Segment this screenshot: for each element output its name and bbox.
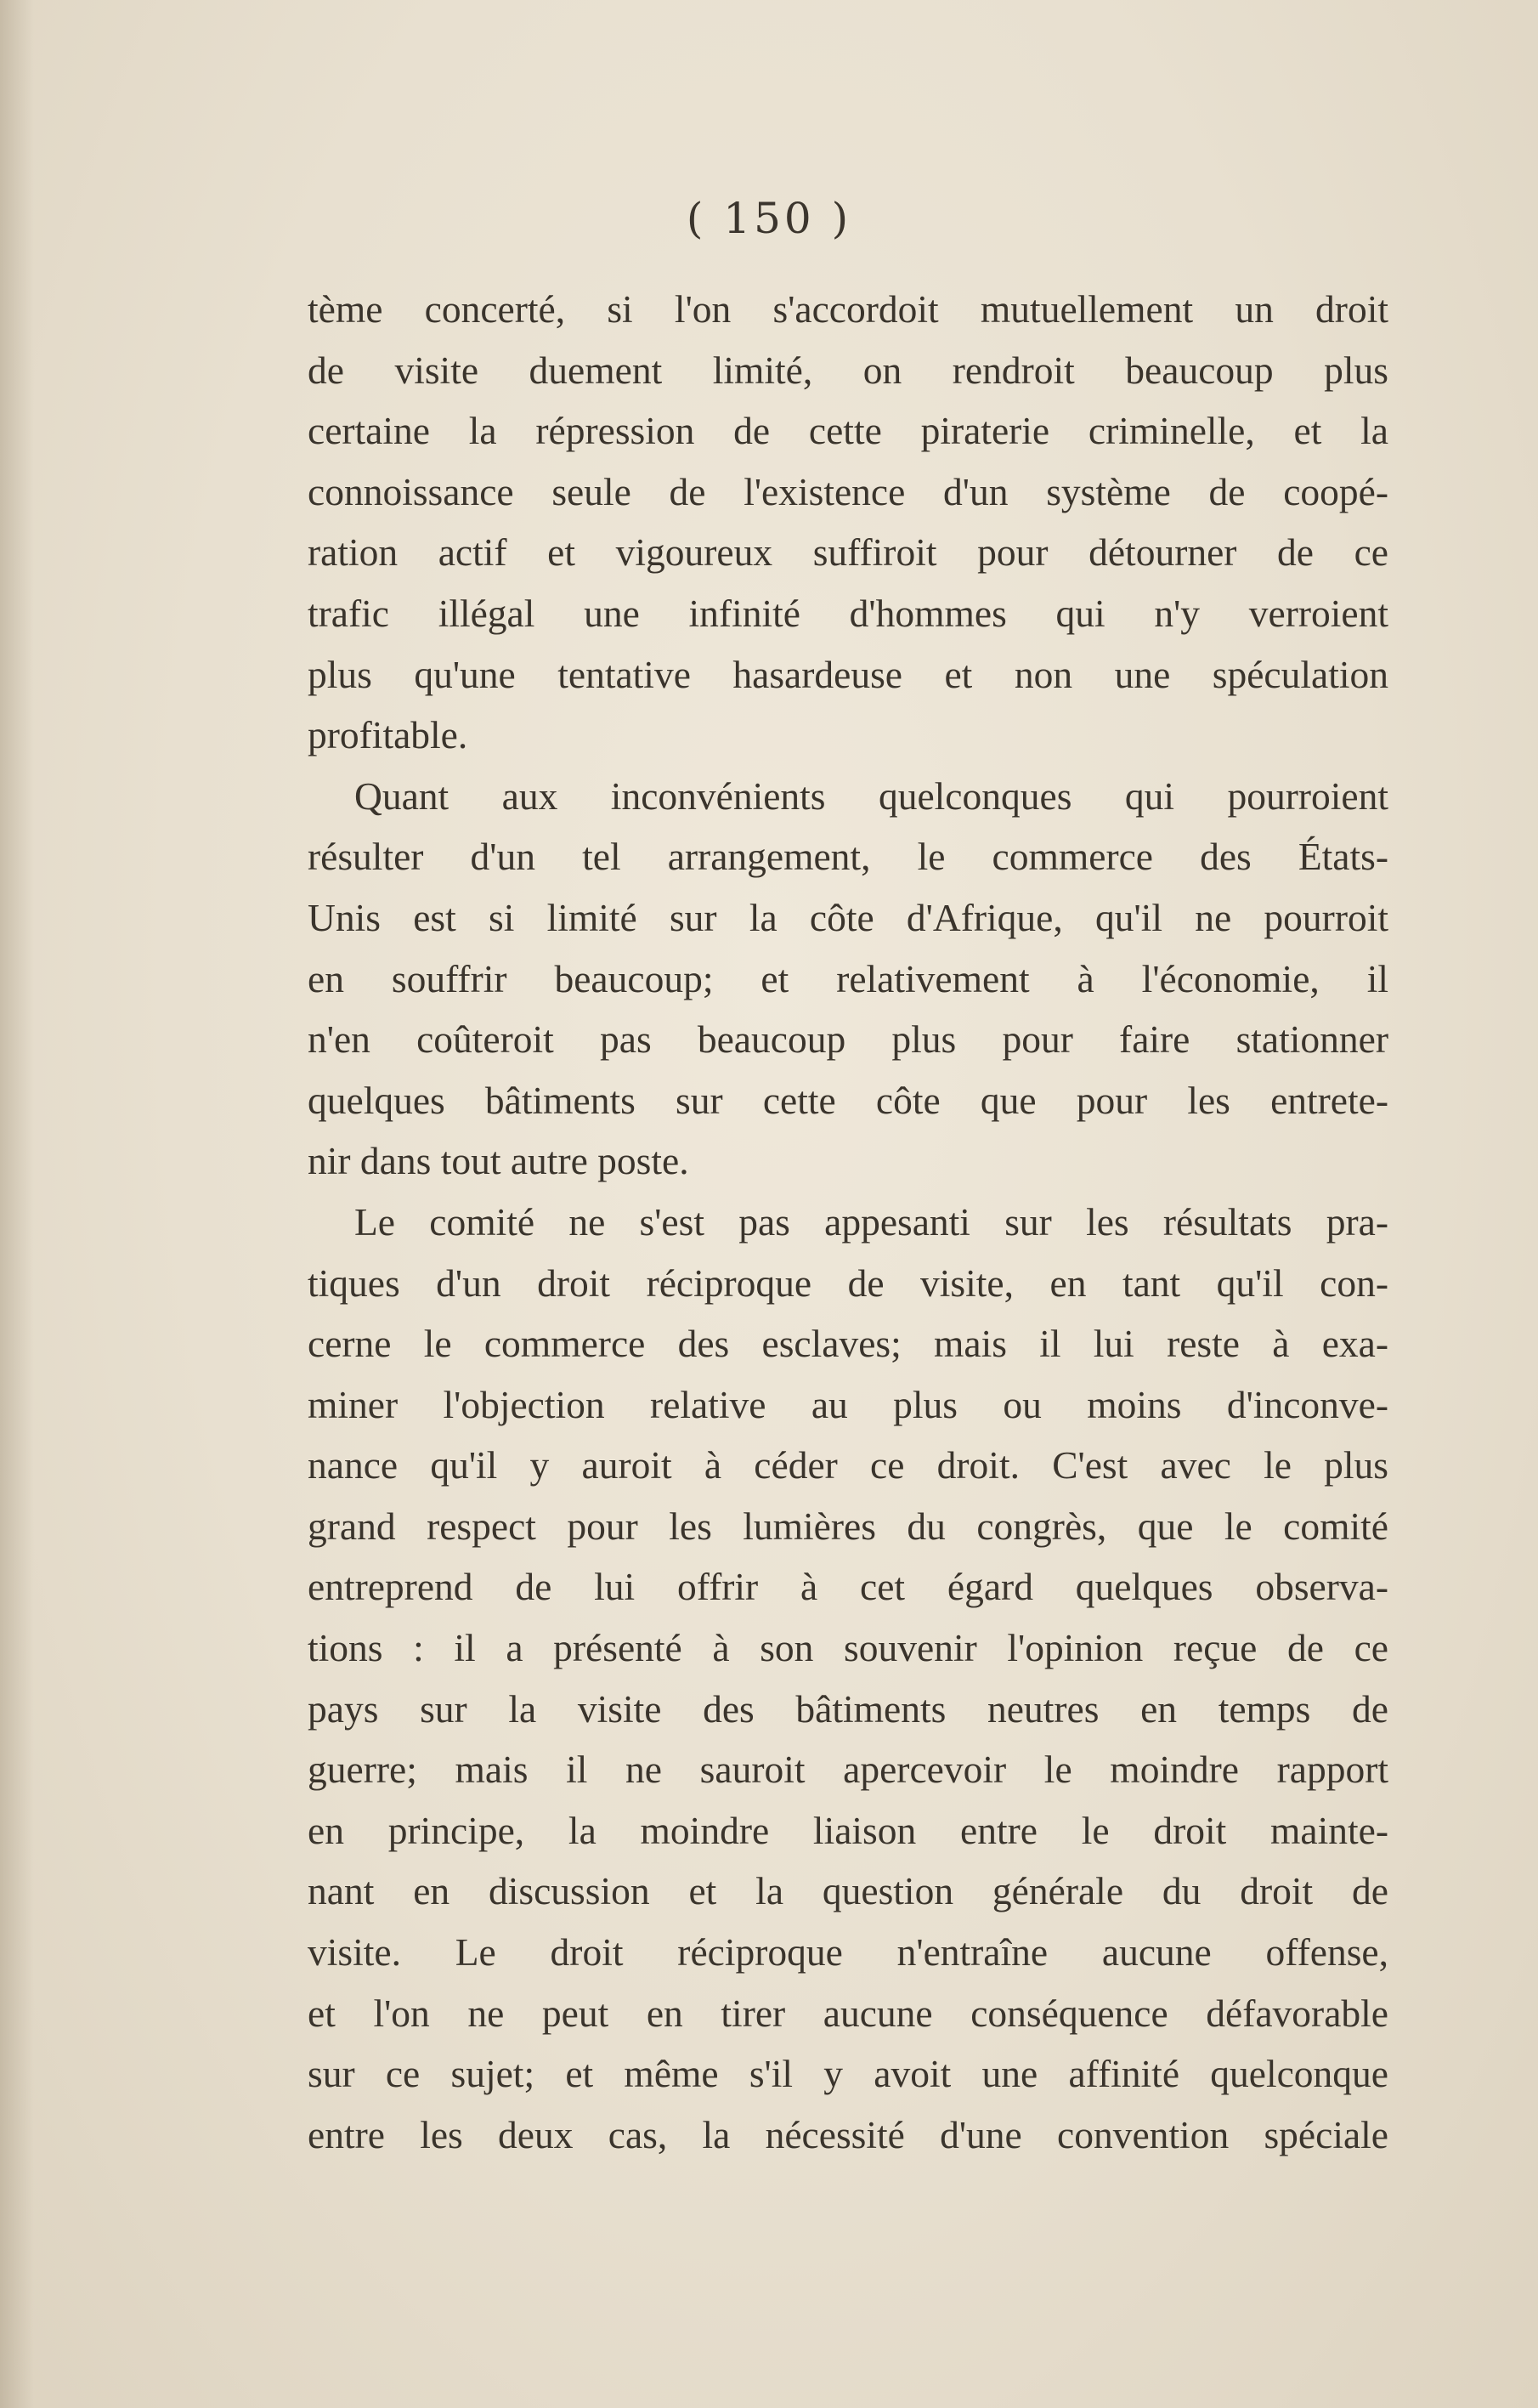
text-line: nance qu'il y auroit à céder ce droit. C'est avec le plus <box>308 1443 1388 1487</box>
text-line: résulter d'un tel arrangement, le commerce des États- <box>308 835 1388 879</box>
text-line: Quant aux inconvénients quelconques qui pourroient <box>354 773 1388 818</box>
text-line: en souffrir beaucoup; et relativement à l'économie, il <box>308 956 1388 1000</box>
text-line: tions : il a présenté à son souvenir l'opinion reçue de ce <box>308 1626 1388 1670</box>
body-text <box>308 279 1388 2165</box>
text-line: connoissance seule de l'existence d'un système de coopé- <box>308 469 1388 513</box>
text-line: guerre; mais il ne sauroit apercevoir le moindre rapport <box>308 1748 1388 1792</box>
text-line: trafic illégal une infinité d'hommes qui n'y verroient <box>308 591 1388 635</box>
paragraph <box>308 766 1388 1192</box>
text-line: miner l'objection relative au plus ou moins d'inconve- <box>308 1382 1388 1426</box>
text-line: Unis est si limité sur la côte d'Afrique, qu'il ne pourroit <box>308 895 1388 939</box>
paragraph <box>308 279 1388 766</box>
text-line: nant en discussion et la question générale du droit de <box>308 1869 1388 1913</box>
text-line: certaine la répression de cette piraterie criminelle, et la <box>308 409 1388 453</box>
text-line: visite. Le droit réciproque n'entraîne aucune offense, <box>308 1930 1388 1975</box>
text-line: n'en coûteroit pas beaucoup plus pour faire stationner <box>308 1017 1388 1062</box>
text-line: en principe, la moindre liaison entre le droit mainte- <box>308 1808 1388 1852</box>
text-line: cerne le commerce des esclaves; mais il lui reste à exa- <box>308 1322 1388 1366</box>
text-line: et l'on ne peut en tirer aucune conséquence défavorable <box>308 1991 1388 2035</box>
text-line: ration actif et vigoureux suffiroit pour détourner de ce <box>308 530 1388 575</box>
text-line: quelques bâtiments sur cette côte que pour les entrete- <box>308 1078 1388 1122</box>
text-line: Le comité ne s'est pas appesanti sur les résultats pra- <box>354 1199 1388 1244</box>
text-line: tème concerté, si l'on s'accordoit mutuellement un droit <box>308 287 1388 331</box>
text-line: entre les deux cas, la nécessité d'une convention spéciale <box>308 2112 1388 2156</box>
page-number: ( 150 ) <box>686 194 852 243</box>
text-line: profitable. <box>308 713 468 757</box>
paragraph <box>308 1192 1388 2166</box>
text-line: de visite duement limité, on rendroit beaucoup plus <box>308 348 1388 392</box>
text-line: plus qu'une tentative hasardeuse et non une spéculation <box>308 652 1388 696</box>
page-edge-shadow <box>0 0 34 2408</box>
text-line: entreprend de lui offrir à cet égard quelques observa- <box>308 1565 1388 1609</box>
text-line: sur ce sujet; et même s'il y avoit une affinité quelconque <box>308 2052 1388 2096</box>
text-line: nir dans tout autre poste. <box>308 1139 689 1183</box>
text-line: tiques d'un droit réciproque de visite, en tant qu'il con- <box>308 1261 1388 1305</box>
text-line: grand respect pour les lumières du congrès, que le comité <box>308 1504 1388 1548</box>
text-line: pays sur la visite des bâtiments neutres en temps de <box>308 1686 1388 1731</box>
